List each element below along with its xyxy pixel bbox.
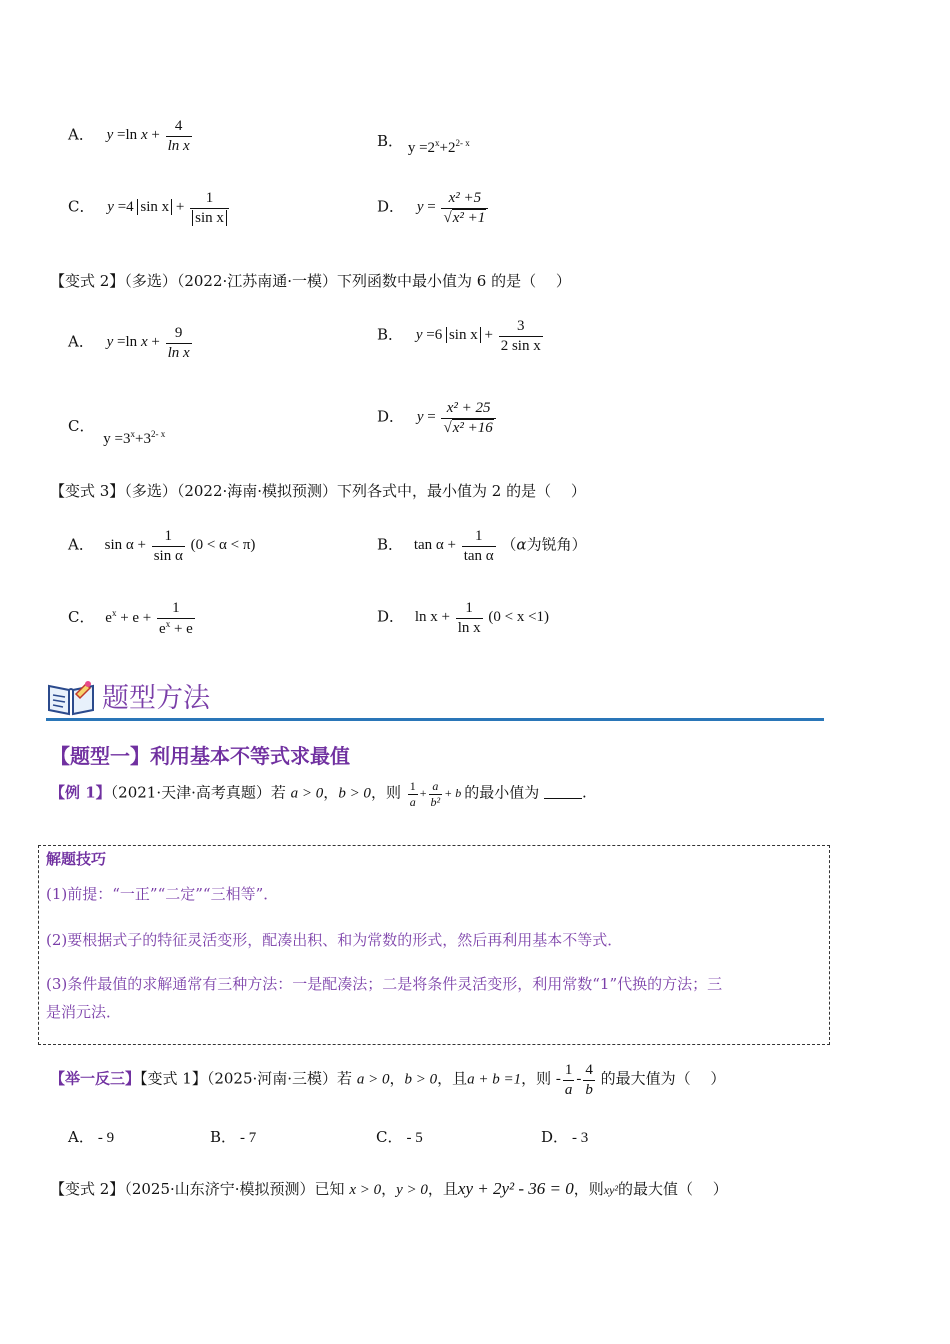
practice2-question: 【变式 2】（2025·山东济宁·模拟预测）已知 x > 0，y > 0，且xy + 2y² - 36 = 0，则xy²的最大值（ ） [50,1179,728,1198]
variant3-option-a[interactable]: A． sin α + $\frac{1}{\text{sin α}}$ (0 < α < π) [68,528,256,564]
section-divider [46,718,824,721]
practice1-question: 【举一反三】【变式 1】（2025·河南·三模）若 a > 0，b > 0，且a + b =1，则 - $\frac{1}{a}$ - $\frac{4}{b}$ 的最大值为（ ） [50,1062,726,1098]
q1-option-d[interactable]: D． y = $\frac{\text{x² +5}}{\text{√x² +1}}$ [377,190,490,226]
practice1-option-c[interactable]: C． - 5 [376,1128,423,1146]
variant2-option-a[interactable]: A． y =ln x + $\frac{9}{\text{ln x}}$ [68,325,190,361]
practice1-option-d[interactable]: D． - 3 [541,1128,589,1146]
book-icon [46,676,96,718]
variant2-question: 【变式 2】（多选）（2022·江苏南通·一模）下列函数中最小值为 6 的是（ ） [50,272,571,290]
practice1-option-a[interactable]: A． - 9 [68,1128,115,1146]
tips-line-3: (3)条件最值的求解通常有三种方法：一是配凑法；二是将条件灵活变形，利用常数“1”代换的方法；三 是消元法． [46,975,723,1021]
variant3-question: 【变式 3】（多选）（2022·海南·模拟预测）下列各式中，最小值为 2 的是（ ） [50,482,586,500]
variant3-option-c[interactable]: C． $e^x + e$ + $\frac{1}{e^x + e}$ [68,600,193,637]
type1-title: 【题型一】利用基本不等式求最值 [50,744,350,768]
q1-option-a[interactable]: A． y =ln x + $\frac{4}{\text{ln x}}$ [68,118,190,154]
variant2-option-c[interactable]: C． $y =3^x+3^{2- x}$ [68,417,166,447]
section-title: 题型方法 [102,683,210,714]
tips-line-1: (1)前提：“一正”“二定”“三相等”． [46,885,279,903]
q1-option-b[interactable]: B． $y =2^x+2^{2- x}$ [377,132,470,156]
practice1-option-b[interactable]: B． - 7 [210,1128,257,1146]
q1-option-c[interactable]: C． y =4 sin x + $\frac{1}{\text{sin x}}$ [68,190,231,226]
example1-question: 【例 1】（2021·天津·高考真题）若 a > 0，b > 0，则 $\frac{1}{a}$ + $\frac{a}{\text{b²}}$ + b 的最小值为 . [50,779,587,810]
answer-blank[interactable] [544,798,582,799]
variant3-option-d[interactable]: D． ln x + $\frac{1}{\text{ln x}}$ (0 < x <1) [377,600,550,636]
variant3-option-b[interactable]: B． tan α + $\frac{1}{\text{tan α}}$ （α为锐角） [377,528,587,564]
variant2-option-d[interactable]: D． y = $\frac{\text{x² + 25}}{\text{√x² +16}}$ [377,400,498,436]
tips-title: 解题技巧 [46,850,107,868]
tips-line-2: (2)要根据式子的特征灵活变形，配凑出积、和为常数的形式，然后再利用基本不等式． [46,931,623,949]
variant2-option-b[interactable]: B． y =6 sin x + $\frac{3}{\text{2 sin x}}$ [377,318,541,354]
